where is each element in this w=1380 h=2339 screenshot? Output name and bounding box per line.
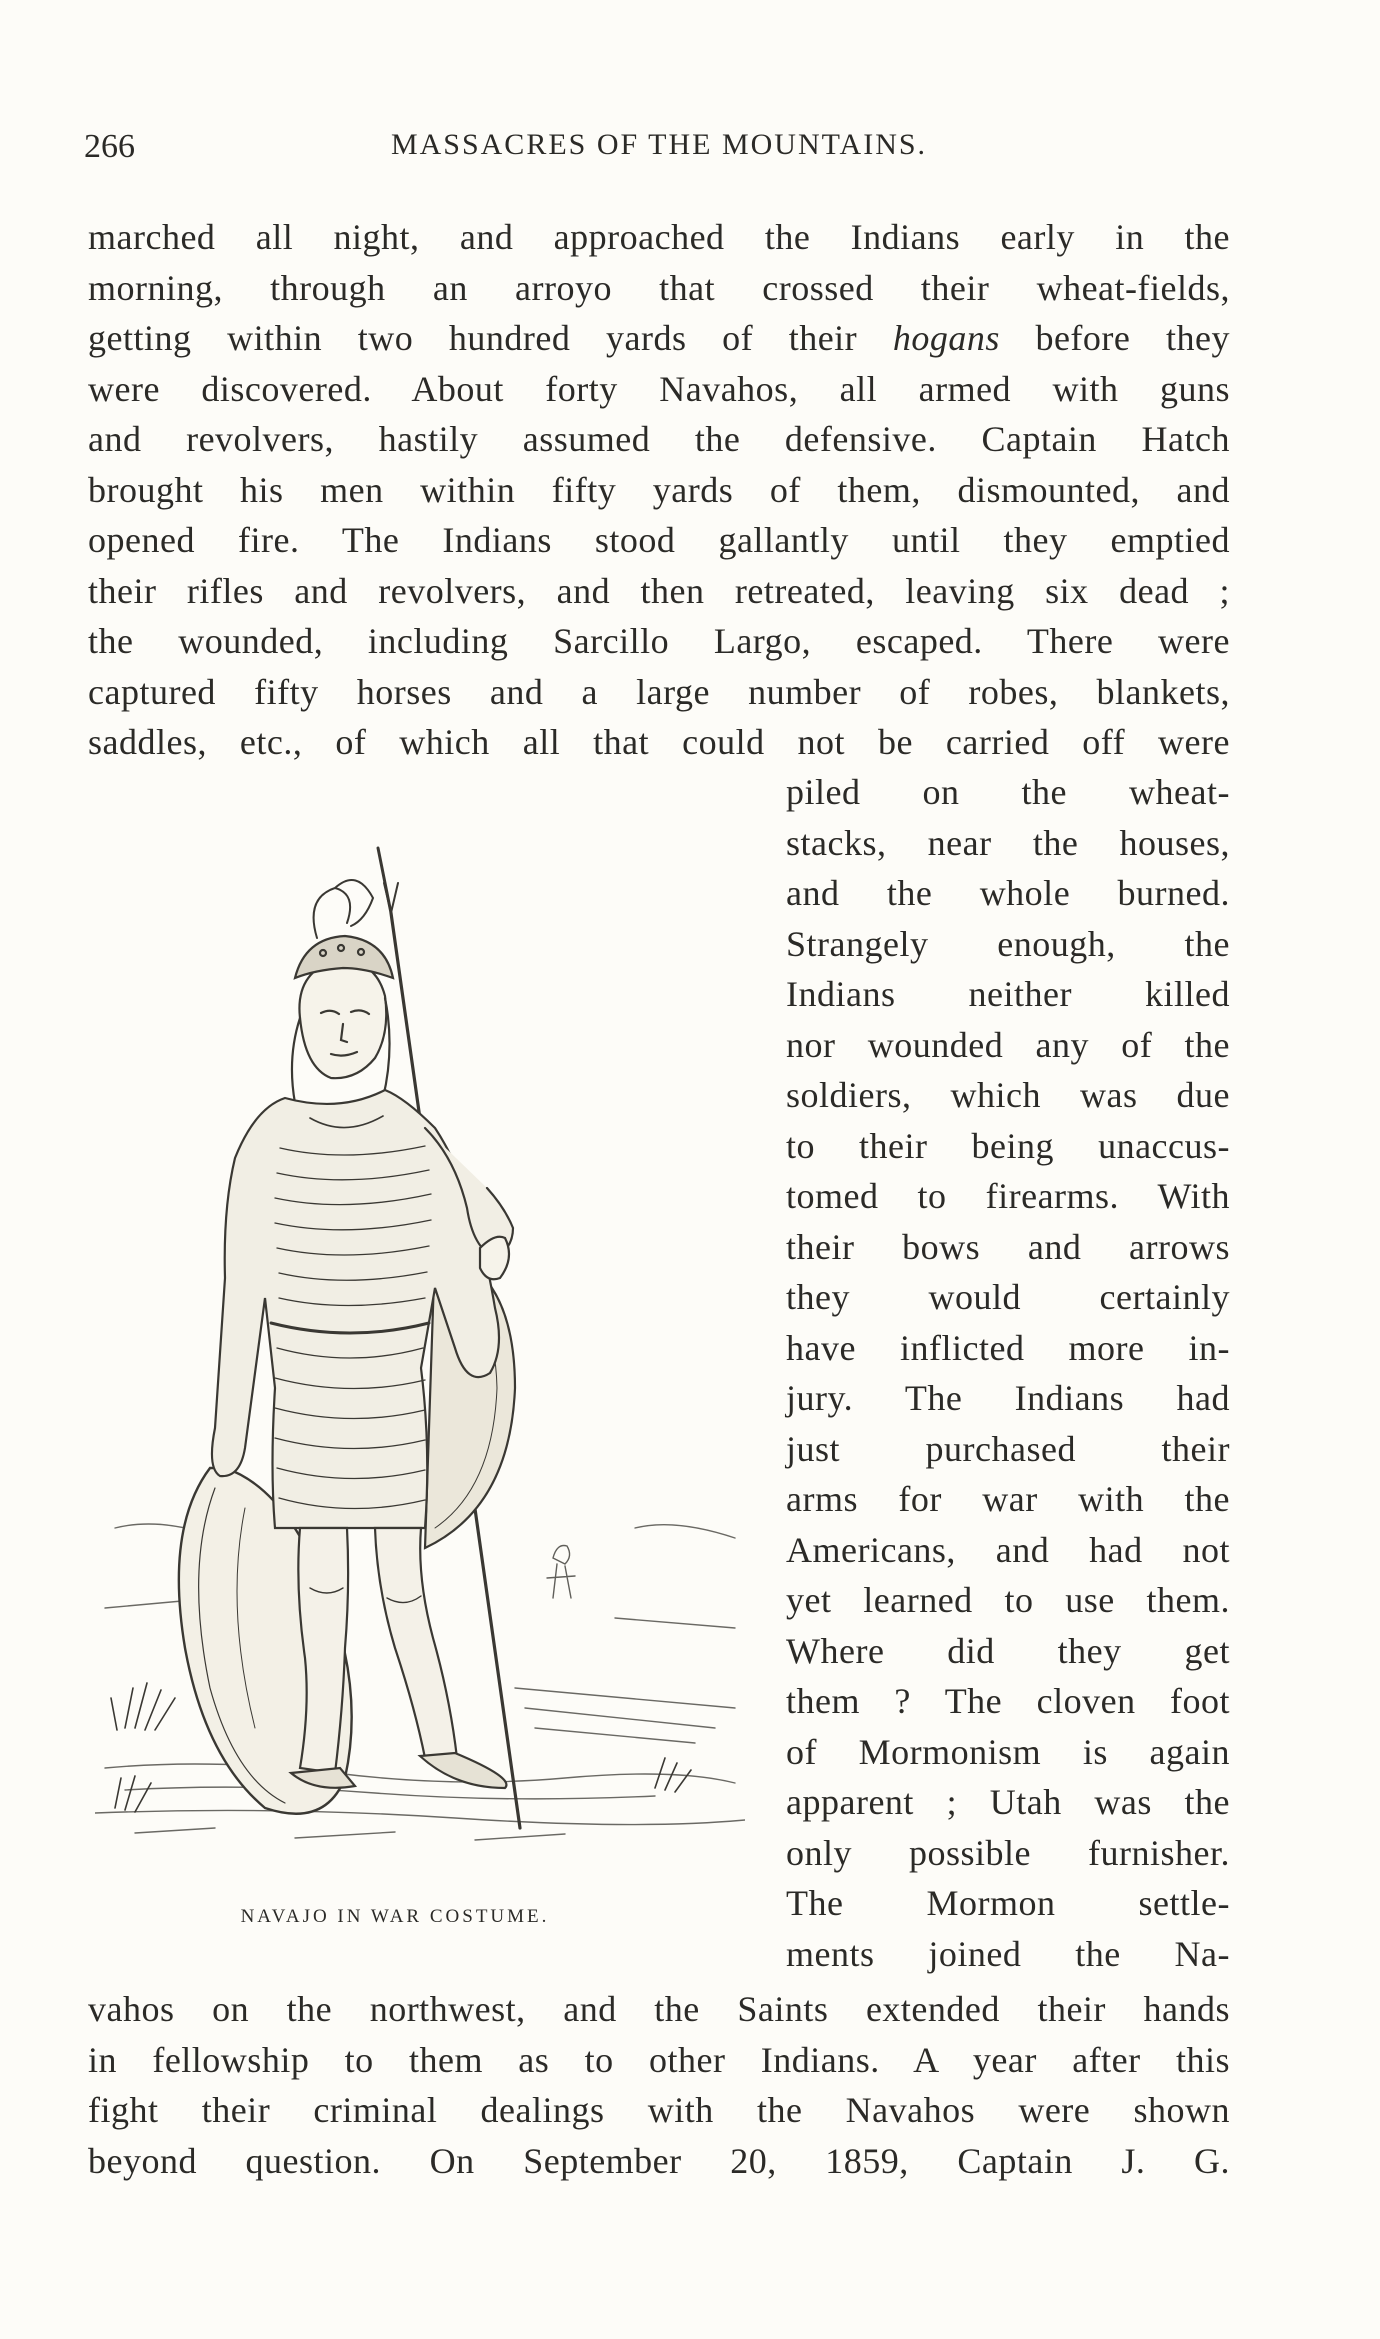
text-line: them ? The cloven foot [786, 1681, 1230, 1721]
text-line: morning, through an arroyo that crossed their wheat-fields, [88, 267, 1230, 308]
text-line: saddles, etc., of which all that could not be carried off were [88, 722, 1230, 762]
legs [291, 1528, 506, 1788]
background-figure [547, 1546, 575, 1599]
text-line: piled on the wheat- [786, 772, 1230, 812]
text-line: apparent ; Utah was the [786, 1782, 1230, 1822]
text-line: Indians neither killed [786, 974, 1230, 1014]
text-line: to their being unaccus- [786, 1125, 1230, 1166]
text-line: Strangely enough, the [786, 923, 1230, 964]
text-line: The Mormon settle- [786, 1883, 1230, 1923]
text-line: beyond question. On September 20, 1859, Captain J. G. [88, 2140, 1230, 2181]
text-line: arms for war with the [786, 1479, 1230, 1519]
text-line: Where did they get [786, 1630, 1230, 1671]
text-line: and the whole burned. [786, 873, 1230, 913]
text-line: of Mormonism is again [786, 1731, 1230, 1772]
text-line: marched all night, and approached the Indians early in the [88, 217, 1230, 257]
text-line: were discovered. About forty Navahos, all armed with guns [88, 368, 1230, 409]
text-line: jury. The Indians had [786, 1378, 1230, 1418]
text-line: and revolvers, hastily assumed the defensive. Captain Hatch [88, 419, 1230, 459]
text-segment: getting within two hundred yards of their [88, 318, 893, 358]
text-line: fight their criminal dealings with the Navahos were shown [88, 2090, 1230, 2130]
text-line: only possible furnisher. [786, 1832, 1230, 1873]
text-line: captured fifty horses and a large number of robes, blankets, [88, 671, 1230, 712]
text-line: the wounded, including Sarcillo Largo, escaped. There were [88, 621, 1230, 661]
paragraph-bottom [88, 1984, 1230, 2186]
navajo-warrior-illustration [95, 828, 745, 1858]
running-head: MASSACRES OF THE MOUNTAINS. [390, 128, 928, 161]
paragraph-top [88, 212, 1230, 768]
text-line: opened fire. The Indians stood gallantly until they emptied [88, 520, 1230, 560]
text-segment: before they [999, 318, 1231, 358]
text-line: their rifles and revolvers, and then retreated, leaving six dead ; [88, 570, 1230, 611]
text-line: have inflicted more in- [786, 1327, 1230, 1368]
text-line: vahos on the northwest, and the Saints extended their hands [88, 1989, 1230, 2029]
page-header [84, 128, 1234, 172]
text-line: brought his men within fifty yards of them, dismounted, and [88, 469, 1230, 510]
text-line: tomed to firearms. With [786, 1176, 1230, 1216]
italic-word: hogans [892, 318, 1000, 358]
text-line: Americans, and had not [786, 1529, 1230, 1570]
text-line: stacks, near the houses, [786, 822, 1230, 863]
paragraph-beside-figure [786, 767, 1230, 1979]
head [292, 880, 393, 1103]
text-line: ments joined the Na- [786, 1933, 1230, 1974]
figure-caption: NAVAJO IN WAR COSTUME. [240, 1906, 550, 1927]
page-number: 266 [84, 128, 135, 165]
text-line: nor wounded any of the [786, 1024, 1230, 1065]
figure-navajo-warrior [95, 828, 745, 1858]
text-line: their bows and arrows [786, 1226, 1230, 1267]
text-line: yet learned to use them. [786, 1580, 1230, 1620]
text-line: just purchased their [786, 1428, 1230, 1469]
text-line: in fellowship to them as to other Indians. A year after this [88, 2039, 1230, 2080]
text-line: soldiers, which was due [786, 1075, 1230, 1115]
text-line: they would certainly [786, 1277, 1230, 1317]
text-line [88, 313, 1230, 364]
